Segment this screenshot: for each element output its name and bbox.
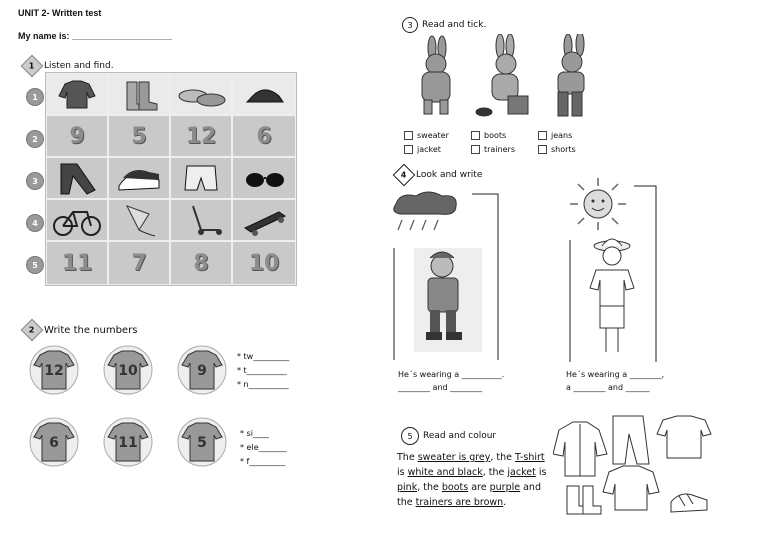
colour-keyword: white and black bbox=[407, 467, 483, 478]
grid-cell[interactable] bbox=[170, 157, 232, 199]
tick-option[interactable]: shorts bbox=[538, 143, 605, 157]
bike-icon bbox=[47, 200, 107, 240]
shorts-icon bbox=[171, 158, 231, 198]
checkbox[interactable] bbox=[471, 145, 480, 154]
paragraph-text: are bbox=[468, 482, 490, 493]
tick-option[interactable]: boots bbox=[471, 129, 538, 143]
colour-keyword: purple bbox=[489, 482, 521, 493]
paragraph-text: , the bbox=[482, 467, 508, 478]
section2-badge: 2 bbox=[21, 319, 44, 342]
grid-cell[interactable] bbox=[108, 73, 170, 115]
row-number: 5 bbox=[26, 256, 44, 274]
sun-boy-icon bbox=[560, 176, 670, 362]
clothes-illustration bbox=[553, 410, 713, 522]
checkbox[interactable] bbox=[471, 131, 480, 140]
shirt-number: 11 bbox=[118, 435, 138, 451]
grid-cell[interactable] bbox=[46, 157, 108, 199]
paragraph-text: is bbox=[397, 467, 408, 478]
rabbit-figures-icon bbox=[404, 34, 614, 120]
shirt-number: 6 bbox=[49, 435, 59, 451]
checkbox[interactable] bbox=[538, 131, 547, 140]
section5-badge: 5 bbox=[401, 427, 419, 445]
section4-badge: 4 bbox=[393, 164, 416, 187]
shirt-item bbox=[28, 417, 80, 471]
shirt-number: 12 bbox=[44, 363, 64, 379]
skateboard-icon bbox=[233, 200, 295, 240]
caption-line[interactable]: He´s wearing a ________, bbox=[566, 370, 665, 379]
paragraph-text: . bbox=[503, 497, 507, 508]
trainers-icon bbox=[109, 158, 169, 198]
shirt-item bbox=[176, 345, 228, 399]
tick-options bbox=[404, 129, 605, 157]
section1-title: Listen and find. bbox=[44, 61, 114, 71]
colour-keyword: jacket bbox=[507, 467, 536, 478]
grid-cell[interactable] bbox=[170, 73, 232, 115]
shirt-number: 9 bbox=[197, 363, 207, 379]
row-number: 1 bbox=[26, 88, 44, 106]
shirt-item bbox=[102, 417, 154, 471]
word-blank[interactable]: * si____ bbox=[240, 429, 269, 438]
row-number: 4 bbox=[26, 214, 44, 232]
paragraph-text: and the bbox=[397, 482, 541, 508]
name-blank[interactable]: ____________________ bbox=[72, 31, 173, 41]
listen-find-grid bbox=[45, 72, 297, 286]
shirt-number: 10 bbox=[118, 363, 138, 379]
section4-title: Look and write bbox=[416, 170, 483, 180]
grid-cell[interactable] bbox=[232, 73, 296, 115]
grid-cell[interactable] bbox=[108, 157, 170, 199]
section4-heading bbox=[396, 167, 482, 183]
word-blank[interactable]: * tw_________ bbox=[237, 352, 290, 361]
section2-title: Write the numbers bbox=[44, 324, 138, 336]
name-label: My name is: bbox=[18, 31, 70, 41]
number-words-bottom bbox=[240, 427, 287, 469]
paragraph-text: The bbox=[397, 452, 418, 463]
word-blank[interactable]: * t__________ bbox=[237, 366, 287, 375]
colour-keyword: boots bbox=[441, 482, 469, 493]
unit-title: UNIT 2- Written test bbox=[18, 8, 102, 18]
sun-scene bbox=[560, 176, 670, 362]
grid-number[interactable]: 8 bbox=[170, 241, 232, 285]
checkbox[interactable] bbox=[404, 145, 413, 154]
colour-instructions bbox=[397, 450, 551, 510]
rain-scene bbox=[390, 190, 510, 360]
paragraph-text: is bbox=[535, 467, 547, 478]
grid-number[interactable]: 5 bbox=[108, 115, 170, 157]
colour-keyword: pink bbox=[397, 482, 418, 493]
word-blank[interactable]: * n__________ bbox=[237, 380, 289, 389]
grid-cell[interactable] bbox=[108, 199, 170, 241]
word-blank[interactable]: * f_________ bbox=[240, 457, 286, 466]
tick-option[interactable]: jeans bbox=[538, 129, 605, 143]
grid-cell[interactable] bbox=[232, 157, 296, 199]
sunglasses-icon bbox=[233, 158, 295, 198]
section3-badge: 3 bbox=[402, 17, 418, 33]
grid-number[interactable]: 10 bbox=[232, 241, 296, 285]
grid-cell[interactable] bbox=[46, 73, 108, 115]
tick-option[interactable]: sweater bbox=[404, 129, 471, 143]
hat-icon bbox=[233, 74, 295, 114]
colour-keyword: sweater is grey bbox=[417, 452, 491, 463]
rabbits-illustration bbox=[404, 34, 614, 120]
section1-badge: 1 bbox=[21, 55, 44, 78]
kite-icon bbox=[109, 200, 169, 240]
section5-title: Read and colour bbox=[423, 431, 497, 441]
paragraph-text: , the bbox=[417, 482, 442, 493]
section2-heading bbox=[24, 322, 137, 338]
grid-cell[interactable] bbox=[170, 199, 232, 241]
grid-number[interactable]: 7 bbox=[108, 241, 170, 285]
grid-number[interactable]: 12 bbox=[170, 115, 232, 157]
grid-cell[interactable] bbox=[232, 199, 296, 241]
sweater-icon bbox=[47, 74, 107, 114]
tick-option[interactable]: jacket bbox=[404, 143, 471, 157]
colour-keyword: trainers are brown bbox=[415, 497, 504, 508]
sun-captions bbox=[566, 368, 664, 394]
sandals-icon bbox=[171, 74, 231, 114]
shirt-number: 5 bbox=[197, 435, 207, 451]
word-blank[interactable]: * ele_______ bbox=[240, 443, 287, 452]
checkbox[interactable] bbox=[404, 131, 413, 140]
paragraph-text: , the bbox=[490, 452, 516, 463]
boots-icon bbox=[109, 74, 169, 114]
caption-line[interactable]: a ________ and ______ bbox=[566, 383, 650, 392]
grid-number[interactable]: 11 bbox=[46, 241, 108, 285]
section3-heading bbox=[402, 17, 486, 33]
row-number: 3 bbox=[26, 172, 44, 190]
shirt-item bbox=[28, 345, 80, 399]
shirt-item bbox=[102, 345, 154, 399]
jeans-icon bbox=[47, 158, 107, 198]
number-words-top bbox=[237, 350, 289, 392]
grid-number[interactable]: 9 bbox=[46, 115, 108, 157]
rain-boy-icon bbox=[390, 190, 510, 360]
rain-captions bbox=[398, 368, 504, 394]
tick-option[interactable]: trainers bbox=[471, 143, 538, 157]
section5-heading bbox=[401, 427, 496, 445]
clothes-to-colour-icon bbox=[553, 410, 713, 522]
grid-number[interactable]: 6 bbox=[232, 115, 296, 157]
name-label-row bbox=[18, 31, 172, 41]
colour-keyword: T-shirt bbox=[515, 452, 545, 463]
row-number: 2 bbox=[26, 130, 44, 148]
scooter-icon bbox=[171, 200, 231, 240]
shirt-item bbox=[176, 417, 228, 471]
checkbox[interactable] bbox=[538, 145, 547, 154]
caption-line[interactable]: ________ and ________ bbox=[398, 383, 483, 392]
caption-line[interactable]: He´s wearing a __________. bbox=[398, 370, 505, 379]
grid-cell[interactable] bbox=[46, 199, 108, 241]
section3-title: Read and tick. bbox=[422, 20, 487, 30]
